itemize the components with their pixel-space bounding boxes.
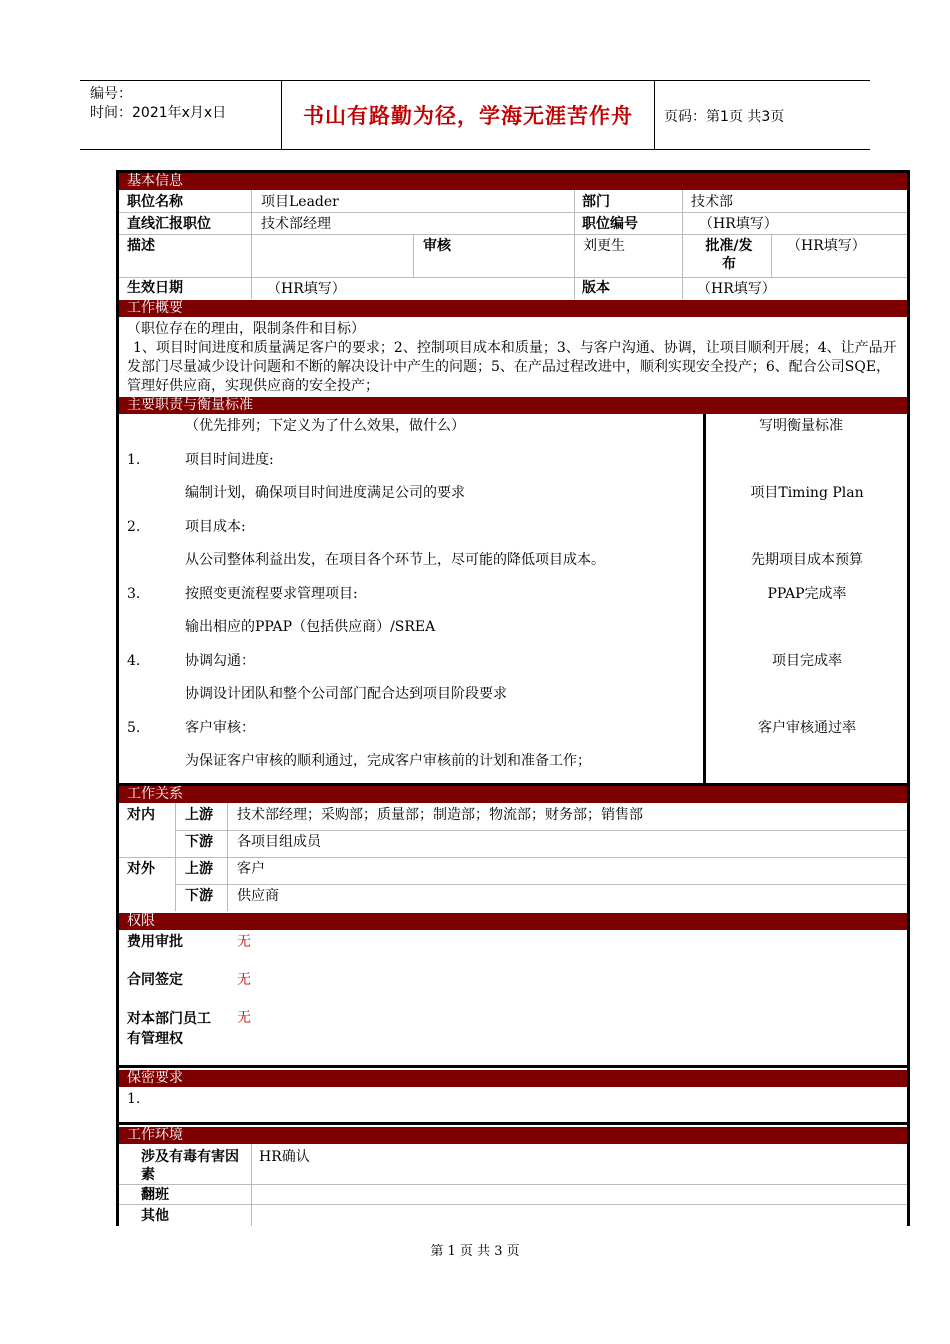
measure-header: 写明衡量标准 (759, 418, 843, 434)
page-number: 页码：第1页 共3页 (664, 109, 785, 125)
duty-number: 4. (127, 653, 141, 669)
duty-detail: 为保证客户审核的顺利通过，完成客户审核前的计划和准备工作； (185, 753, 591, 769)
internal-downstream-value: 各项目组成员 (237, 834, 321, 850)
code-label: 职位编号 (582, 216, 638, 232)
motto: 书山有路勤为径，学海无涯苦作舟 (303, 104, 633, 128)
col-line (251, 1144, 252, 1226)
external-downstream-value: 供应商 (237, 888, 279, 904)
internal-downstream-label: 下游 (185, 834, 213, 850)
secrecy-bottom (119, 1122, 907, 1125)
section-duties: 主要职责与衡量标准 (119, 397, 907, 414)
version-label: 版本 (582, 280, 610, 296)
duty-measure: 项目完成率 (772, 653, 842, 669)
duty-number: 5. (127, 720, 141, 736)
row-line (175, 830, 907, 831)
date-label: 生效日期 (127, 280, 183, 296)
review-value: 刘更生 (583, 238, 625, 254)
section-secrecy: 保密要求 (119, 1070, 907, 1087)
duty-title: 协调勾通： (185, 653, 255, 669)
duties-divider (703, 414, 706, 784)
internal-upstream-value: 技术部经理；采购部；质量部；制造部；物流部；财务部；销售部 (237, 807, 643, 823)
col-line (413, 234, 414, 277)
page-footer: 第 1 页 共 3 页 (430, 1244, 520, 1259)
report-value: 技术部经理 (261, 216, 331, 232)
shift-label: 翻班 (141, 1187, 169, 1203)
toxic-label: 涉及有毒有害因素 (141, 1149, 239, 1183)
desc-label: 描述 (127, 238, 155, 254)
duty-measure: PPAP完成率 (767, 586, 847, 602)
version-value: （HR填写） (697, 281, 776, 297)
duty-detail: 编制计划，确保项目时间进度满足公司的要求 (185, 485, 465, 501)
header-meta (90, 85, 226, 123)
duty-measure: 客户审核通过率 (758, 720, 856, 736)
duty-title: 项目成本: (185, 519, 246, 535)
duty-number: 2. (127, 519, 141, 535)
time-label: 时间：2021年x月x日 (90, 105, 227, 121)
section-summary: 工作概要 (119, 300, 907, 317)
duties-hint: （优先排列；下定义为了什么效果，做什么） (185, 418, 465, 434)
col-line (682, 190, 683, 234)
title-label: 职位名称 (127, 194, 183, 210)
row-line (175, 884, 907, 885)
duty-title: 按照变更流程要求管理项目: (185, 586, 358, 602)
duty-detail: 从公司整体利益出发，在项目各个环节上，尽可能的降低项目成本。 (185, 552, 605, 568)
other-label: 其他 (141, 1208, 169, 1224)
col-line (251, 190, 252, 299)
external-label: 对外 (127, 861, 155, 877)
secrecy-item: 1. (127, 1091, 141, 1107)
section-authority: 权限 (119, 913, 907, 930)
summary-hint: （职位存在的理由，限制条件和目标） (127, 321, 365, 337)
row-line (119, 1184, 907, 1185)
code-value: （HR填写） (699, 216, 778, 232)
duty-measure: 先期项目成本预算 (751, 552, 863, 568)
duty-measure: 项目Timing Plan (750, 485, 864, 501)
external-upstream-value: 客户 (237, 861, 265, 877)
duty-number: 1. (127, 452, 141, 468)
number-label: 编号： (90, 86, 132, 102)
dept-value: 技术部 (691, 194, 733, 210)
duty-title: 客户审核： (185, 720, 255, 736)
dept-label: 部门 (582, 194, 610, 210)
row-line (119, 857, 907, 858)
date-value: （HR填写） (267, 281, 346, 297)
approve-label: 批准/发布 (705, 238, 753, 272)
review-label: 审核 (423, 238, 451, 254)
authority-value-1: 无 (237, 934, 251, 950)
row-line (119, 1204, 907, 1205)
section-relations: 工作关系 (119, 786, 907, 803)
col-line (682, 277, 683, 299)
authority-bottom (119, 1065, 907, 1068)
section-environment: 工作环境 (119, 1127, 907, 1144)
authority-label-3: 对本部门员工有管理权 (127, 1011, 211, 1047)
job-description-form (116, 170, 910, 1226)
duty-detail: 输出相应的PPAP（包括供应商）/SREA (185, 619, 436, 635)
authority-label-1: 费用审批 (127, 934, 183, 950)
authority-label-2: 合同签定 (127, 972, 183, 988)
row-line (119, 212, 907, 213)
col-line (682, 234, 683, 277)
authority-value-3: 无 (237, 1010, 251, 1026)
toxic-value: HR确认 (259, 1149, 310, 1165)
duty-title: 项目时间进度: (185, 452, 274, 468)
col-line (771, 234, 772, 277)
internal-upstream-label: 上游 (185, 807, 213, 823)
duty-number: 3. (127, 586, 141, 602)
page-header (80, 80, 870, 150)
row-line (119, 234, 907, 235)
col-line (574, 190, 575, 299)
external-downstream-label: 下游 (185, 888, 213, 904)
section-basic-info: 基本信息 (119, 170, 907, 190)
duty-detail: 协调设计团队和整个公司部门配合达到项目阶段要求 (185, 686, 507, 702)
authority-value-2: 无 (237, 972, 251, 988)
summary-text: 1、项目时间进度和质量满足客户的要求；2、控制项目成本和质量；3、与客户沟通、协调，让项目顺利开展；4、让产品开发部门尽量减少设计问题和不断的解决设计中产生的问题；5、在产品过程改进中，顺利实现安全投产；6、配合公司SQE，管理好供应商，实现供应商的安全投产； (127, 340, 897, 394)
report-label: 直线汇报职位 (127, 216, 211, 232)
external-upstream-label: 上游 (185, 861, 213, 877)
approve-value: （HR填写） (787, 238, 866, 254)
internal-label: 对内 (127, 807, 155, 823)
row-line (119, 277, 907, 278)
header-divider (654, 81, 655, 149)
title-value: 项目Leader (261, 194, 339, 210)
